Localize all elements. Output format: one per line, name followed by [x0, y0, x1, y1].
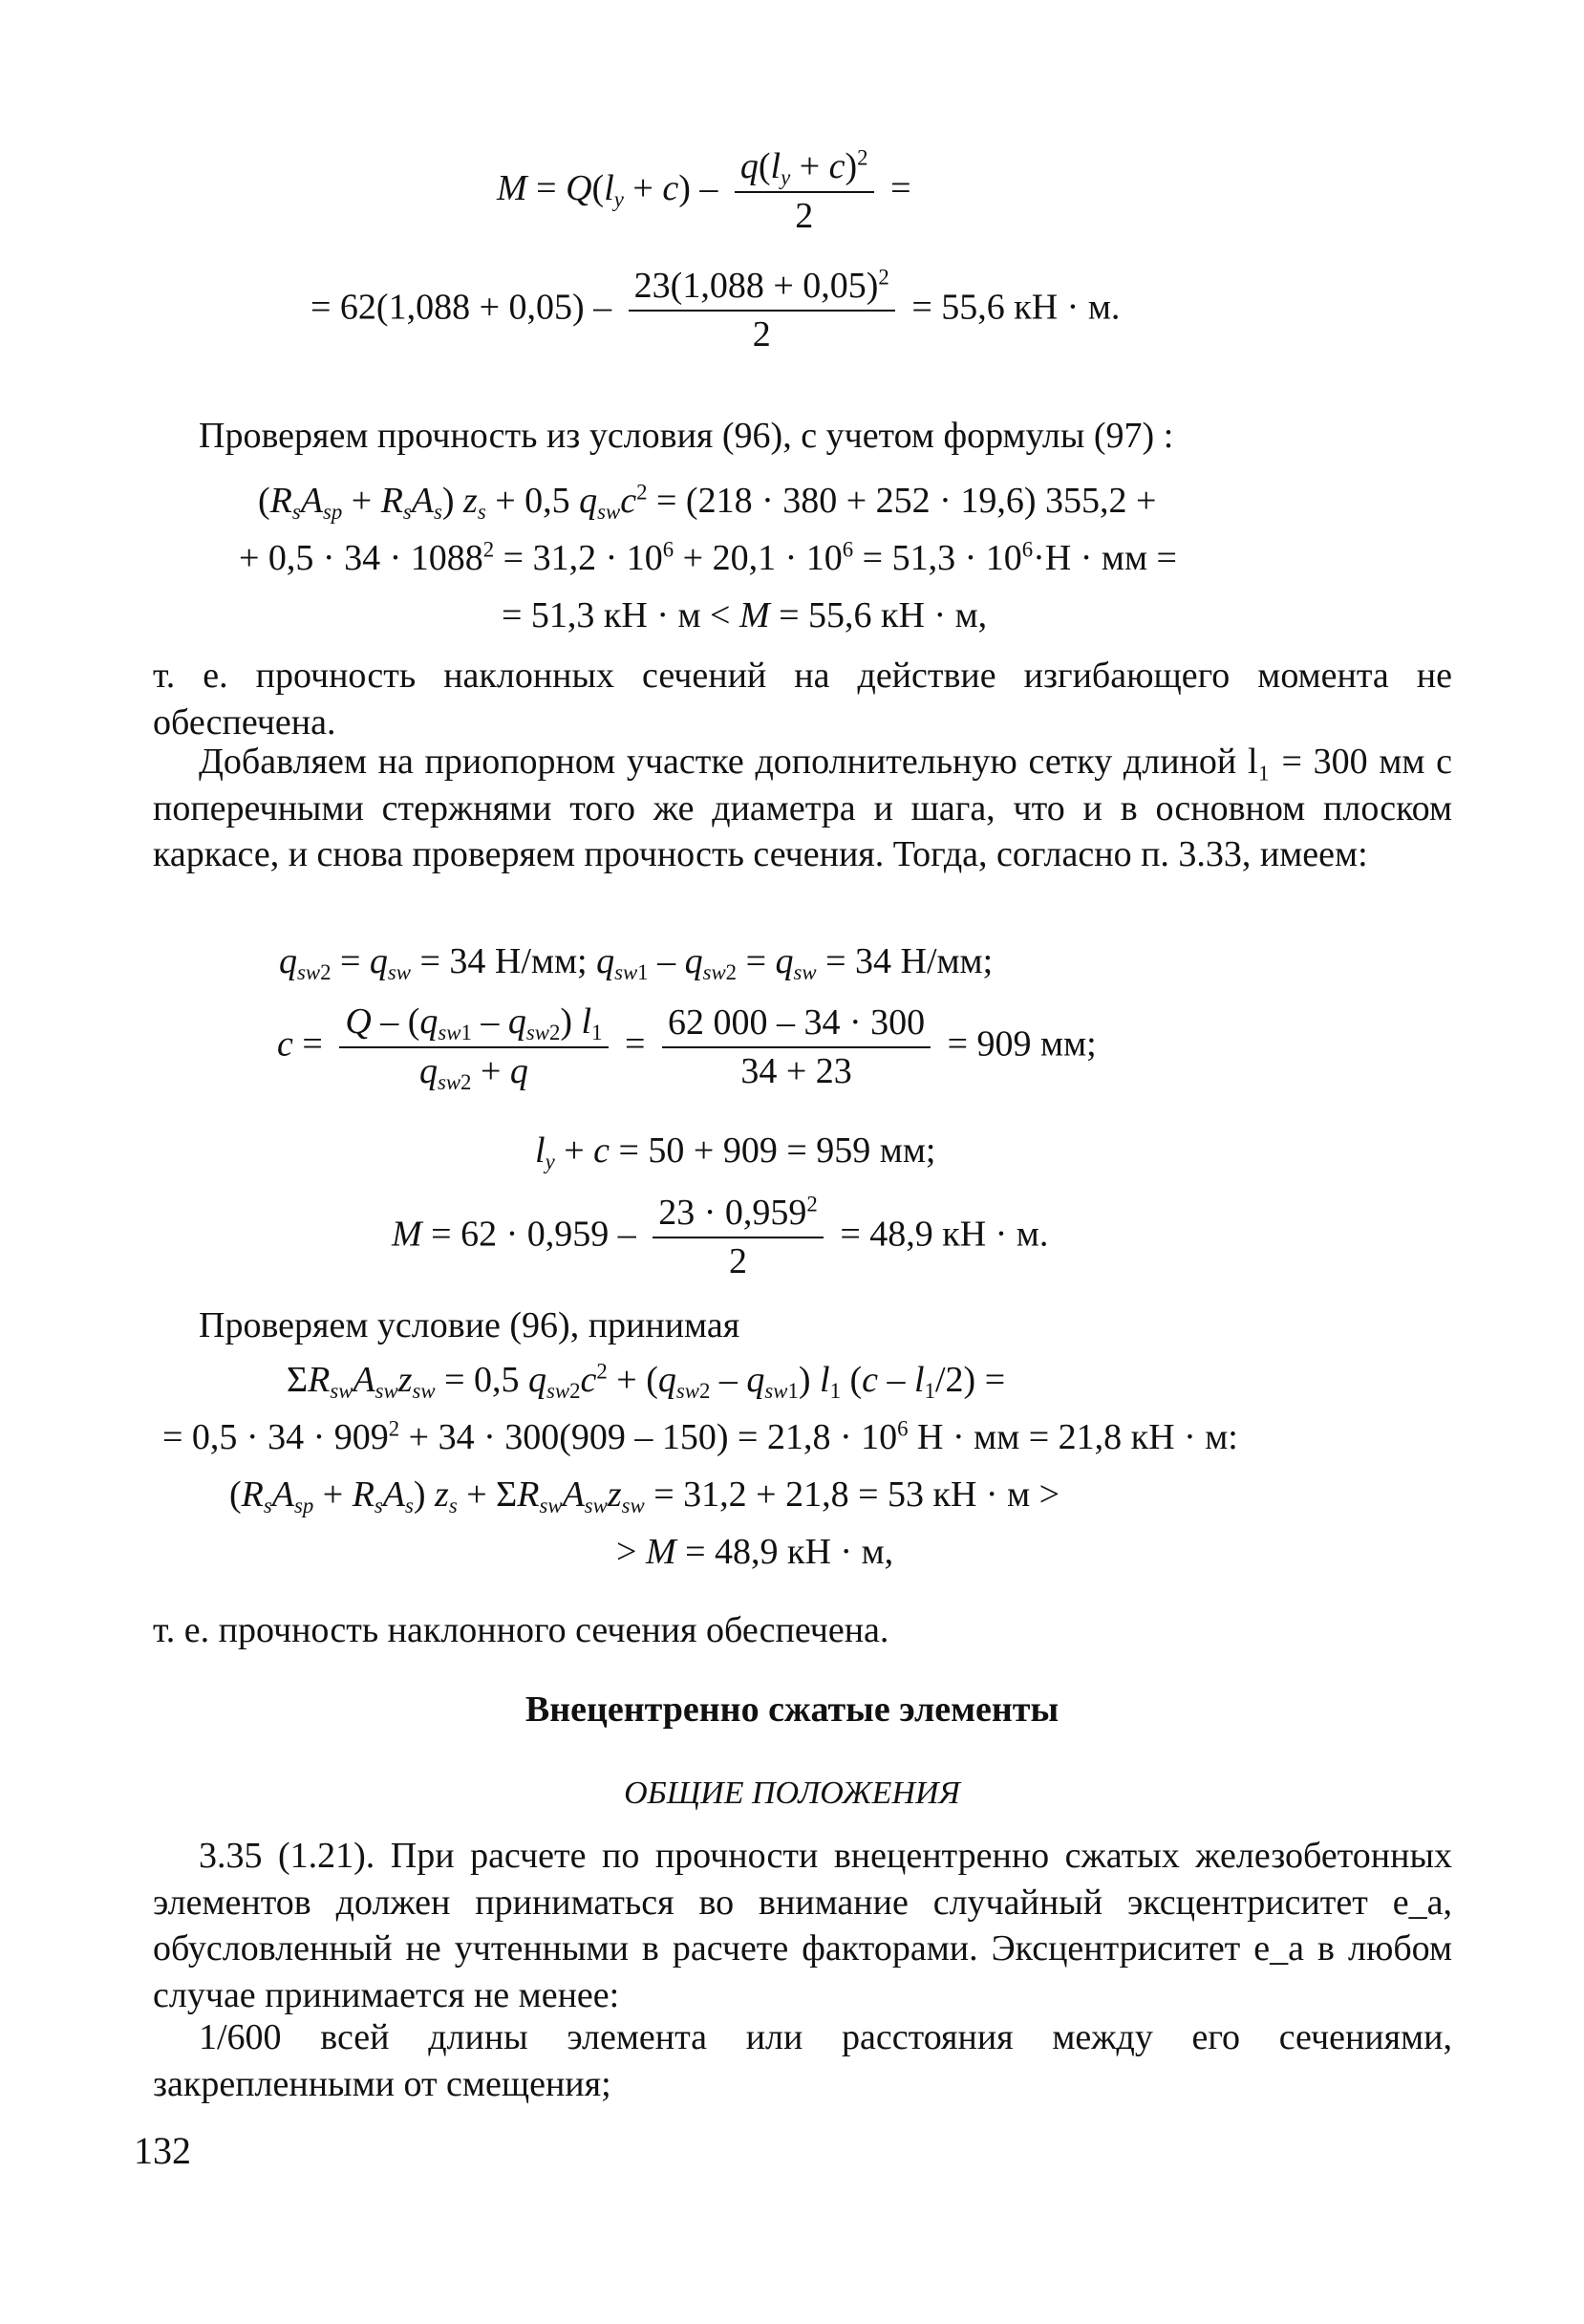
- equation-ly: $l_y + c = 50 + 909 = 959$ мм;: [535, 1130, 936, 1173]
- paragraph-add-mesh: Добавляем на приопорном участке дополнительную сетку длиной l₁ = 300 мм с поперечными стержнями того же диаметра и шага, что и в основном плоском каркасе, и снова проверяем прочность сечения. Тогда, согласно п. 3.33, имеем:: [153, 742, 1452, 875]
- equation-sum-line2: = $0,5 \cdot 34 \cdot 909^2 + 34 \cdot 300(909 - 150) = 21,8 \cdot 10^6$ Н · мм = 21,8 кН · м:: [162, 1416, 1238, 1457]
- paragraph-check-97: Проверяем прочность из условия (96), с учетом формулы (97) :: [199, 416, 1174, 456]
- section-title: Внецентренно сжатые элементы: [524, 1689, 1060, 1730]
- equation-qsw: $q_{sw2} = q_{sw} = 34$ Н/мм; $q_{sw1} - q_{sw2} = q_{sw} = 34$ Н/мм;: [279, 941, 994, 984]
- equation-sum-line3: $(R_sA_{sp} + R_sA_s) z_s + \Sigma R_{sw}A_{sw}z_{sw} = 31,2 + 21,8 = 53$ кН · м >: [229, 1474, 1060, 1517]
- equation-c: c = $\frac{Q - (q_{sw1} - q_{sw2}) l_1}{q_{sw2} + q}$ = $\frac{62 000 - 34 \cdot 300}{34 + 23}$ = 909 мм;: [277, 999, 1097, 1096]
- equation-condition-97-line2: + $0,5 \cdot 34 \cdot 1088^2 = 31,2 \cdot 10^6 + 20,1 \cdot 10^6 = 51,3 \cdot 10^6\cdot Н$ · мм =: [239, 537, 1177, 578]
- paragraph-check-96: Проверяем условие (96), принимая: [199, 1305, 740, 1345]
- subsection-title: ОБЩИЕ ПОЛОЖЕНИЯ: [624, 1775, 960, 1811]
- equation-moment-new: M = 62 · 0,959 – $\frac{23 \cdot 0,959^2}{2}$ = 48,9 кН · м.: [392, 1190, 1048, 1284]
- paragraph-not-ensured: т. е. прочность наклонных сечений на действие изгибающего момента не обеспечена.: [153, 656, 1452, 742]
- equation-condition-97-line3: = 51,3 кН · м < M = 55,6 кН · м,: [502, 595, 988, 635]
- paragraph-ensured: т. е. прочность наклонного сечения обеспечена.: [153, 1610, 889, 1650]
- equation-moment-numeric: = 62(1,088 + 0,05) – $\frac{23(1,088 + 0,05)^2}{2}$ = 55,6 кН · м.: [310, 263, 1120, 357]
- paragraph-1-600: 1/600 всей длины элемента или расстояния между его сечениями, закрепленными от смещения;: [153, 2017, 1452, 2104]
- equation-sum-line1: $\Sigma R_{sw}A_{sw}z_{sw} = 0,5$ $q_{sw2}c^2 + (q_{sw2} - q_{sw1})$ $l_1$ $(c - l_1/2)$ =: [287, 1359, 1006, 1403]
- equation-condition-97-line1: $(R_sA_{sp} + R_sA_s) z_s + 0,5$ $q_{sw}c^2 = (218 \cdot 380 + 252 \cdot 19,6) 355,2$ +: [258, 480, 1157, 524]
- equation-sum-line4: > M = 48,9 кН · м,: [616, 1532, 894, 1572]
- page-number: 132: [134, 2129, 191, 2172]
- paragraph-3-35: 3.35 (1.21). При расчете по прочности внецентренно сжатых железобетонных элементов должен приниматься во внимание случайный эксцентриситет e_a, обусловленный не учтенными в расчете факторами. Эксцентриситет e_a в любом случае принимается не менее:: [153, 1836, 1452, 2015]
- equation-moment-general: $M = Q(l_y + c)$ – $\frac{q(l_y + c)^2}{2}$ =: [497, 143, 911, 240]
